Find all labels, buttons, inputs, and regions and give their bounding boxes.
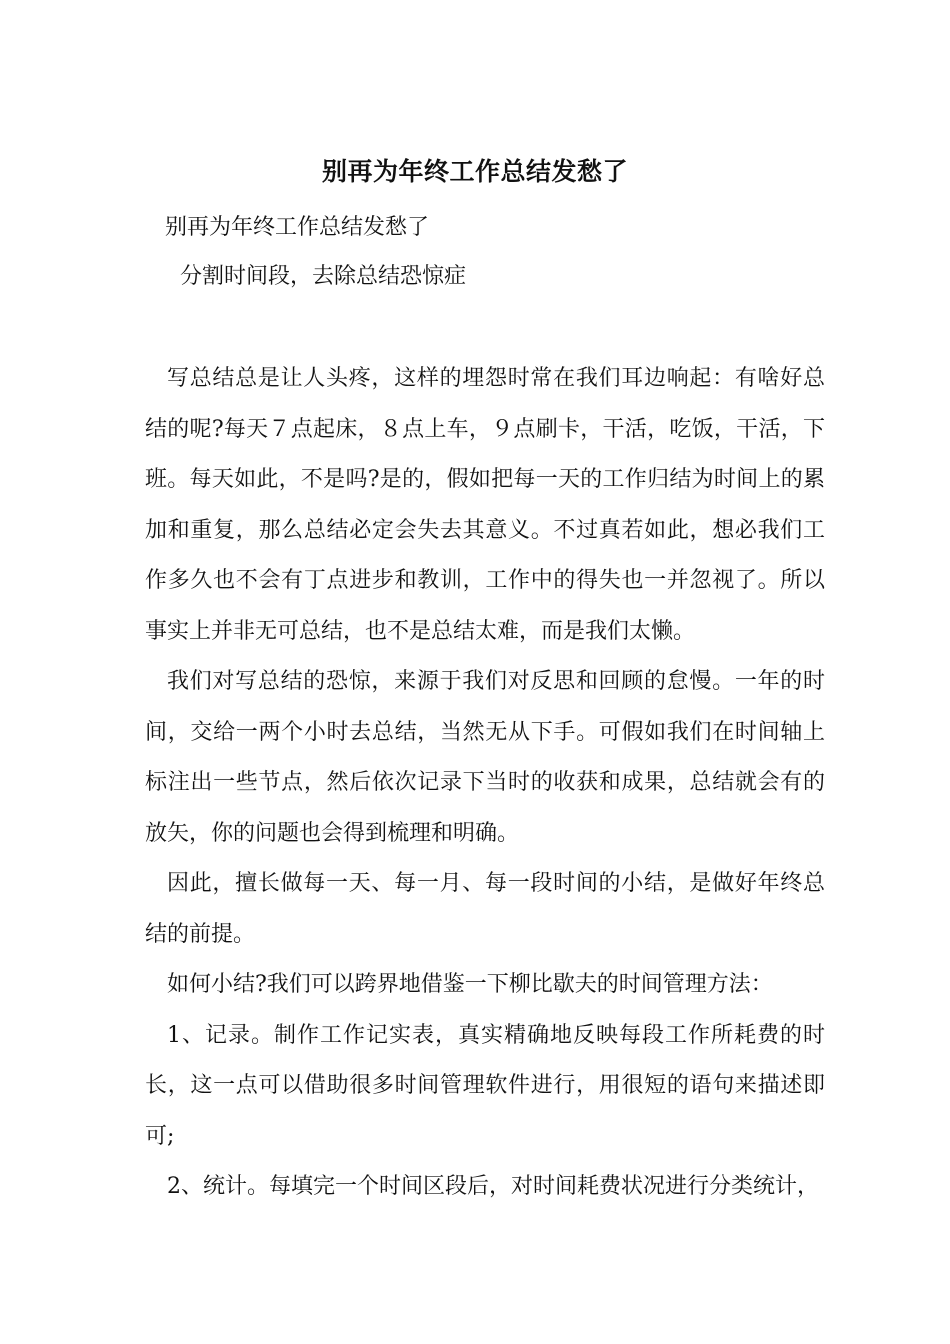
paragraph-5: 1、记录。制作工作记实表，真实精确地反映每段工作所耗费的时长，这一点可以借助很多时间管理软件进行，用很短的语句来描述即可; xyxy=(145,1022,825,1149)
paragraph-2: 我们对写总结的恐惊，来源于我们对反思和回顾的怠慢。一年的时间，交给一两个小时去总结，当然无从下手。可假如我们在时间轴上标注出一些节点，然后依次记录下当时的收获和成果，总结就会有的放矢，你的问题也会得到梳理和明确。 xyxy=(145,669,825,846)
paragraph-3: 因此，擅长做每一天、每一月、每一段时间的小结，是做好年终总结的前提。 xyxy=(145,871,825,947)
document-body xyxy=(145,354,825,1213)
document-title: 别再为年终工作总结发愁了 xyxy=(321,157,628,186)
document-subtitle: 别再为年终工作总结发愁了 xyxy=(165,215,430,240)
paragraph-4: 如何小结?我们可以跨界地借鉴一下柳比歇夫的时间管理方法： xyxy=(167,972,773,997)
paragraph-1: 写总结总是让人头疼，这样的埋怨时常在我们耳边响起：有啥好总结的呢?每天７点起床，８点上车，９点刷卡，干活，吃饭，干活，下班。每天如此，不是吗?是的，假如把每一天的工作归结为时间上的累加和重复，那么总结必定会失去其意义。不过真若如此，想必我们工作多久也不会有丁点进步和教训，工作中的得失也一并忽视了。所以事实上并非无可总结，也不是总结太难，而是我们太懒。 xyxy=(145,366,825,644)
paragraph-6: 2、统计。每填完一个时间区段后，对时间耗费状况进行分类统计， xyxy=(167,1174,819,1199)
section-heading: 分割时间段，去除总结恐惊症 xyxy=(180,264,467,289)
